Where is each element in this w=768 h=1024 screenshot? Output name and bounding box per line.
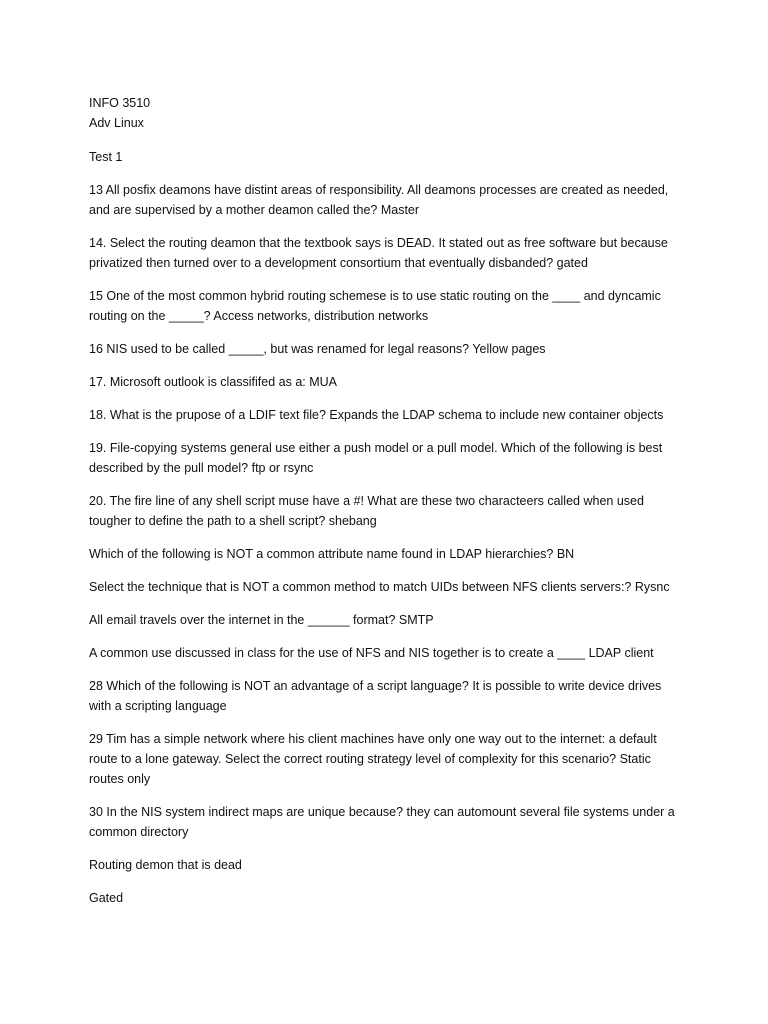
question-14: 14. Select the routing deamon that the textbook says is DEAD. It stated out as free software but because privatized then turned over to a development consortium that eventually disbanded? gated bbox=[89, 236, 668, 270]
question-15: 15 One of the most common hybrid routing schemese is to use static routing on the ____ and dyncamic routing on the _____? Access networks, distribution networks bbox=[89, 289, 661, 323]
question-28: 28 Which of the following is NOT an advantage of a script language? It is possible to write device drives with a scripting language bbox=[89, 679, 662, 713]
spacer bbox=[89, 133, 679, 147]
question-email-format: All email travels over the internet in the ______ format? SMTP bbox=[89, 613, 434, 627]
test-title: Test 1 bbox=[89, 150, 123, 164]
question-19: 19. File-copying systems general use either a push model or a pull model. Which of the following is best described by the pull model? ftp or rsync bbox=[89, 441, 663, 475]
question-29: 29 Tim has a simple network where his client machines have only one way out to the internet: a default route to a lone gateway. Select the correct routing strategy level of complexity for this scenario? Static routes only bbox=[89, 732, 657, 786]
question-13: 13 All posfix deamons have distint areas of responsibility. All deamons processes are created as needed, and are supervised by a mother deamon called the? Master bbox=[89, 183, 669, 217]
question-uid-matching: Select the technique that is NOT a common method to match UIDs between NFS clients servers:? Rysnc bbox=[89, 580, 670, 594]
course-subject: Adv Linux bbox=[89, 116, 144, 130]
question-16: 16 NIS used to be called _____, but was renamed for legal reasons? Yellow pages bbox=[89, 342, 546, 356]
course-code: INFO 3510 bbox=[89, 96, 151, 110]
note-gated: Gated bbox=[89, 891, 124, 905]
question-nfs-nis: A common use discussed in class for the use of NFS and NIS together is to create a ____ LDAP client bbox=[89, 646, 654, 660]
document-body bbox=[89, 93, 679, 921]
question-ldap-attribute: Which of the following is NOT a common attribute name found in LDAP hierarchies? BN bbox=[89, 547, 575, 561]
question-20: 20. The fire line of any shell script muse have a #! What are these two characteers called when used tougher to define the path to a shell script? shebang bbox=[89, 494, 644, 528]
question-30: 30 In the NIS system indirect maps are unique because? they can automount several file systems under a common directory bbox=[89, 805, 675, 839]
note-routing-demon: Routing demon that is dead bbox=[89, 858, 242, 872]
question-18: 18. What is the prupose of a LDIF text file? Expands the LDAP schema to include new container objects bbox=[89, 408, 664, 422]
question-17: 17. Microsoft outlook is classififed as a: MUA bbox=[89, 375, 338, 389]
